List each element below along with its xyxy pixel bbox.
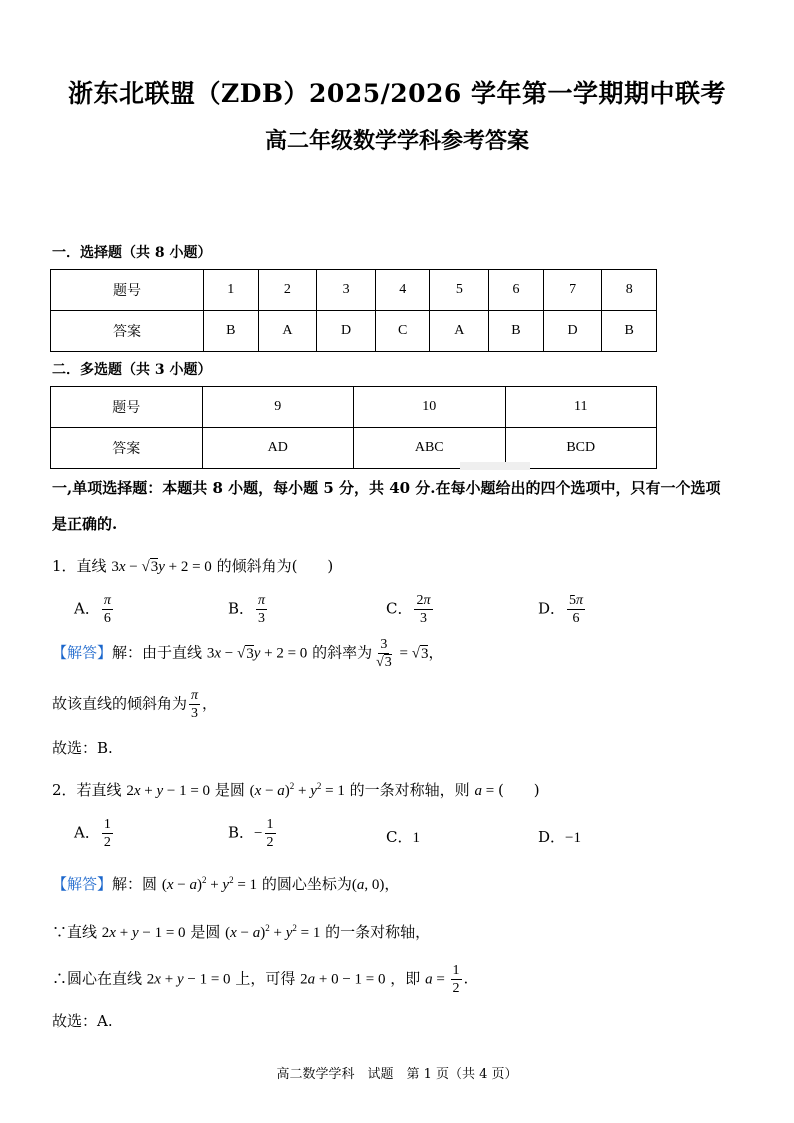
table-row-numbers — [51, 387, 657, 428]
solution-tag: 【解答】 — [52, 643, 113, 662]
row-label-number: 题号 — [51, 270, 204, 311]
question-2-because: ∵直线 2x + y − 1 = 0 是圆 $(x - a)^2 + y^2 = 1$ 的一条对称轴， — [52, 923, 431, 941]
answer-cell: D — [543, 311, 602, 352]
answer-cell: AD — [202, 428, 354, 469]
option-d: D． $\frac{5\pi}{6}$ — [538, 593, 584, 626]
question-number: 6 — [489, 270, 544, 311]
question-number: 8 — [602, 270, 657, 311]
row-label-answer: 答案 — [51, 311, 204, 352]
scan-smudge — [460, 462, 530, 470]
question-number: 4 — [375, 270, 430, 311]
page-title: 浙东北联盟（ZDB）2025/2026 学年第一学期期中联考 — [67, 79, 727, 108]
question-2-therefore: ∴圆心在直线 2x + y − 1 = 0 上，可得 2a + 0 − 1 = 0 ，即 a = $\frac{1}{2}$ . — [52, 963, 469, 996]
section2-heading: 二．多选题（共 3 小题） — [52, 362, 212, 378]
question-2-choice: 故选：A. — [52, 1012, 113, 1030]
question-number: 11 — [505, 387, 657, 428]
question-1-stem: 1．直线 3x − √3y + 2 = 0 的倾斜角为( ) — [52, 557, 334, 575]
intro-line-1: 一,单项选择题：本题共 8 小题，每小题 5 分，共 40 分.在每小题给出的四个选项中，只有一个选项 — [52, 479, 721, 497]
question-1-solution-line2: 故该直线的倾斜角为 $\frac{\pi}{3}$ ， — [52, 688, 218, 721]
answer-cell: B — [203, 311, 258, 352]
question-number: 10 — [354, 387, 506, 428]
option-c: C． $\frac{2\pi}{3}$ — [386, 593, 431, 626]
page-footer: 高二数学学科 试题 第 1 页（共 4 页） — [276, 1067, 518, 1082]
section1-heading: 一．选择题（共 8 小题） — [52, 245, 212, 261]
answer-cell: D — [317, 311, 376, 352]
answer-cell: B — [489, 311, 544, 352]
table-row-numbers — [51, 270, 657, 311]
option-a: A． $\frac{\pi}{6}$ — [74, 593, 111, 626]
question-number: 3 — [317, 270, 376, 311]
answer-cell: B — [602, 311, 657, 352]
row-label-number: 题号 — [51, 387, 203, 428]
option-b: B．− $\frac{1}{2}$ — [228, 817, 274, 850]
answer-cell: BCD — [505, 428, 657, 469]
table-row-answers — [51, 428, 657, 469]
answer-cell: A — [430, 311, 489, 352]
question-number: 9 — [202, 387, 354, 428]
answer-table-multi — [50, 386, 657, 469]
answer-cell: C — [375, 311, 430, 352]
option-c: C．1 — [386, 828, 420, 846]
row-label-answer: 答案 — [51, 428, 203, 469]
question-1-solution: 【解答】解：由于直线 3x − √3y + 2 = 0 的斜率为 $\frac{3}{√3}$ = √3， — [52, 637, 444, 670]
question-2-solution: 【解答】解：圆 $(x - a)^2 + y^2 = 1$ 的圆心坐标为(a, 0)， — [52, 875, 400, 893]
solution-tag: 【解答】 — [52, 875, 113, 893]
question-number: 2 — [258, 270, 317, 311]
question-2-stem: 2．若直线 2x + y − 1 = 0 是圆 $(x - a)^2 + y^2 = 1$ 的一条对称轴，则 a = ( ) — [52, 781, 540, 799]
answer-cell: ABC — [354, 428, 506, 469]
page-subtitle: 高二年级数学学科参考答案 — [264, 128, 529, 154]
question-number: 1 — [203, 270, 258, 311]
answer-cell: A — [258, 311, 317, 352]
intro-line-2: 是正确的. — [52, 515, 118, 533]
question-1-choice: 故选：B. — [52, 739, 113, 757]
question-number: 5 — [430, 270, 489, 311]
table-row-answers — [51, 311, 657, 352]
option-a: A． $\frac{1}{2}$ — [74, 817, 111, 850]
answer-table-single — [50, 269, 657, 352]
question-number: 7 — [543, 270, 602, 311]
option-d: D．−1 — [538, 828, 581, 846]
option-b: B． $\frac{\pi}{3}$ — [228, 593, 266, 626]
